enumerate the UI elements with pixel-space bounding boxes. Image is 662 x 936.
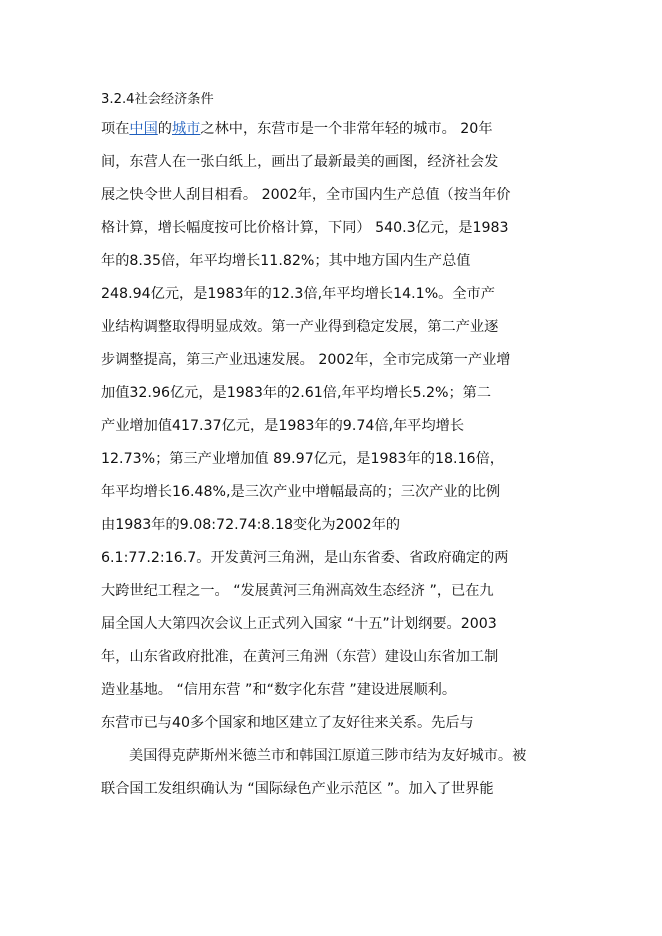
line-text: 的: [157, 121, 172, 137]
link-city[interactable]: 城市: [171, 121, 201, 137]
paragraph-line: 年，山东省政府批准，在黄河三角洲（东营）建设山东省加工制: [101, 649, 499, 665]
paragraph-line: 美国得克萨斯州米德兰市和韩国江原道三陟市结为友好城市。被: [129, 748, 527, 764]
paragraph-line: 年的8.35倍，年平均增长11.82%；其中地方国内生产总值: [101, 253, 471, 269]
paragraph-line: 间，东营人在一张白纸上，画出了最新最美的画图，经济社会发: [101, 154, 499, 170]
link-china[interactable]: 中国: [129, 121, 158, 137]
paragraph-line: 产业增加值417.37亿元，是1983年的9.74倍,年平均增长: [101, 418, 465, 434]
paragraph-line: 6.1:77.2:16.7。开发黄河三角洲，是山东省委、省政府确定的两: [101, 550, 509, 566]
paragraph-line: 加值32.96亿元，是1983年的2.61倍,年平均增长5.2%；第二: [101, 385, 492, 401]
paragraph-line: 大跨世纪工程之一。 “发展黄河三角洲高效生态经济 ”，已在九: [101, 583, 494, 599]
paragraph-line: 年平均增长16.48%,是三次产业中增幅最高的；三次产业的比例: [101, 484, 501, 500]
paragraph-line: 联合国工发组织确认为 “国际绿色产业示范区 ”。加入了世界能: [101, 781, 494, 797]
paragraph-line: 由1983年的9.08:72.74:8.18变化为2002年的: [101, 517, 401, 533]
paragraph-line: 格计算，增长幅度按可比价格计算，下同） 540.3亿元，是1983: [101, 220, 509, 236]
paragraph-line: 造业基地。 “信用东营 ”和“数字化东营 ”建设进展顺利。: [101, 682, 457, 698]
paragraph-line: 业结构调整取得明显成效。第一产业得到稳定发展，第二产业逐: [101, 319, 499, 335]
paragraph-line: 东营市已与40多个国家和地区建立了友好往来关系。先后与: [101, 715, 474, 731]
section-heading: 3.2.4社会经济条件: [101, 92, 214, 107]
line-text: 之林中，东营市是一个非常年轻的城市。 20年: [200, 121, 493, 137]
paragraph-line: 展之快令世人刮目相看。 2002年，全市国内生产总值（按当年价: [101, 187, 511, 203]
line-text: 项在: [101, 121, 130, 137]
paragraph-line: 届全国人大第四次会议上正式列入国家 “十五”计划纲要。2003: [101, 616, 497, 632]
paragraph-line: 12.73%；第三产业增加值 89.97亿元，是1983年的18.16倍，: [101, 451, 504, 467]
paragraph-line: 步调整提高，第三产业迅速发展。 2002年，全市完成第一产业增: [101, 352, 511, 368]
paragraph-line: [101, 119, 493, 139]
paragraph-line: 248.94亿元，是1983年的12.3倍,年平均增长14.1%。全市产: [101, 286, 495, 302]
